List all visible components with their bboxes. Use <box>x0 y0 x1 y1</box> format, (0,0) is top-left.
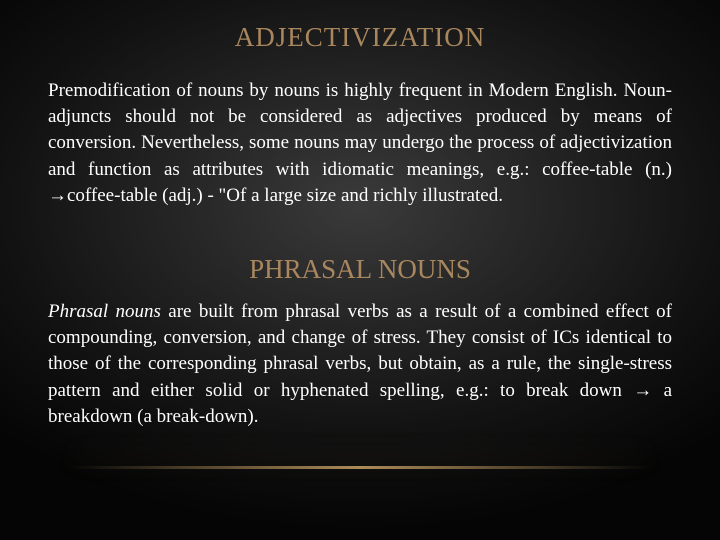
slide-title-adjectivization: ADJECTIVIZATION <box>234 22 486 52</box>
phrasal-nouns-text: are built from phrasal verbs as a result of a combined effect of compounding, conversion, and change of stress. They consist of ICs identical to those of the corresponding phrasal verbs, but obtain, as a rule, the single-stress pattern and either solid or hyphenated spelling, e.g.: to break down → a breakdown (a break-down). <box>48 301 672 427</box>
slide-title-phrasal-nouns: PHRASAL NOUNS <box>249 254 471 284</box>
paragraph-phrasal-nouns <box>48 299 672 430</box>
phrasal-nouns-term: Phrasal nouns <box>48 301 161 322</box>
paragraph-adjectivization: Premodification of nouns by nouns is highly frequent in Modern English. Noun-adjuncts should not be considered as adjectives produced by means of conversion. Nevertheless, some nouns may undergo the process of adjectivization and function as attributes with idiomatic meanings, e.g.: coffee-table (n.) →coffee-table (adj.) - "Of a large size and richly illustrated. <box>48 80 672 206</box>
decorative-divider <box>70 466 650 469</box>
